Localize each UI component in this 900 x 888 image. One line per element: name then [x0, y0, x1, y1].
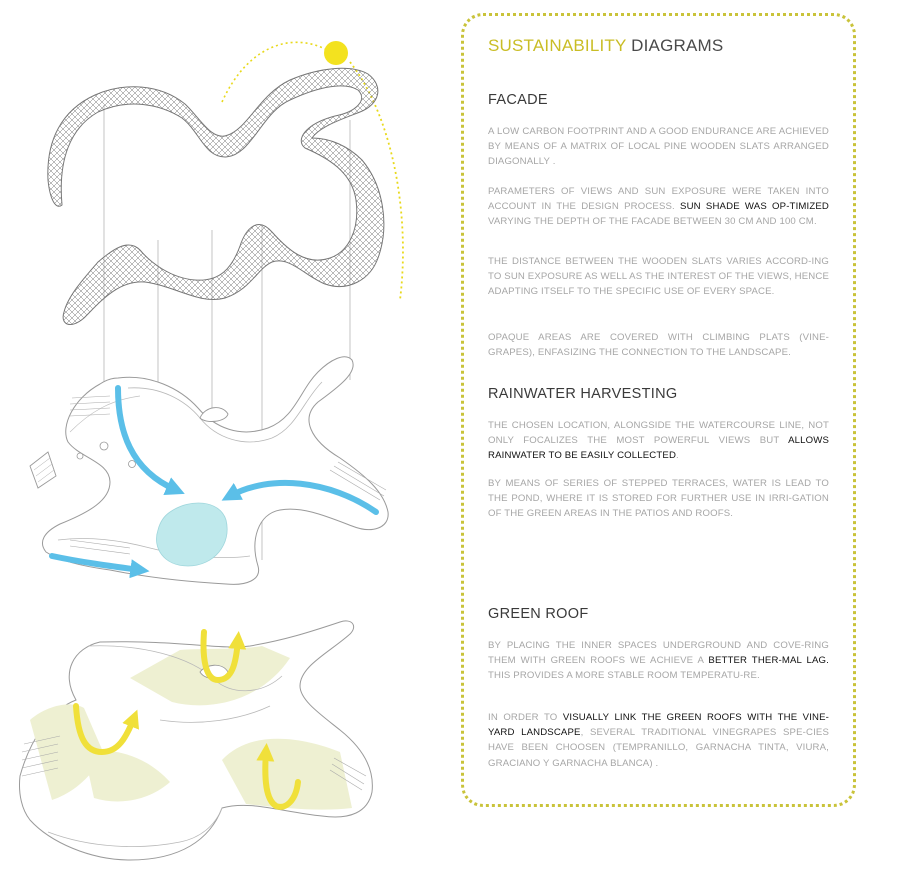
rainwater-p1-text-a: THE CHOSEN LOCATION, ALONGSIDE THE WATERCOURSE LINE, NOT ONLY FOCALIZES THE MOST POWERFUL VIEWS BUT [488, 420, 829, 447]
facade-paragraph-2 [488, 184, 829, 230]
rainwater-p1-highlight: ALLOWS RAINWATER TO BE EASILY COLLECTED [488, 435, 829, 462]
green-roof-p1-highlight: BETTER THER-MAL LAG. [708, 655, 829, 667]
facade-heading: FACADE [488, 92, 548, 108]
green-roof-paragraph-2 [488, 710, 829, 771]
green-roof-paragraph-1 [488, 638, 829, 684]
facade-p2-text-a: PARAMETERS OF VIEWS AND SUN EXPOSURE WERE TAKEN INTO ACCOUNT IN THE DESIGN PROCESS. [488, 186, 829, 213]
facade-paragraph-1: A LOW CARBON FOOTPRINT AND A GOOD ENDURANCE ARE ACHIEVED BY MEANS OF A MATRIX OF LOCAL PINE WOODEN SLATS ARRANGED DIAGONALLY . [488, 126, 829, 168]
green-roof-heading: GREEN ROOF [488, 606, 589, 622]
facade-p2-highlight: SUN SHADE WAS OP-TIMIZED [680, 201, 829, 213]
green-roof-p1-text-a: BY PLACING THE INNER SPACES UNDERGROUND AND COVE-RING THEM WITH GREEN ROOFS WE ACHIEVE A [488, 640, 829, 667]
facade-paragraph-3: THE DISTANCE BETWEEN THE WOODEN SLATS VARIES ACCORD-ING TO SUN EXPOSURE AS WELL AS THE INTEREST OF THE VIEWS, HENCE ADAPTING ITSELF TO THE SPECIFIC USE OF EVERY SPACE. [488, 256, 829, 298]
title-accent: SUSTAINABILITY [488, 36, 627, 55]
green-roof-p2-text-a: IN ORDER TO [488, 712, 563, 723]
rainwater-heading: RAINWATER HARVESTING [488, 386, 678, 402]
rainwater-paragraph-1 [488, 418, 829, 464]
green-roof-p2-highlight: VISUALLY LINK THE GREEN ROOFS WITH THE VINE-YARD LANDSCAPE [488, 712, 830, 739]
sun-icon [324, 41, 348, 65]
page-title [488, 36, 723, 56]
rainwater-paragraph-2: BY MEANS OF SERIES OF STEPPED TERRACES, WATER IS LEAD TO THE POND, WHERE IT IS STORED FOR FURTHER USE IN IRRI-GATION OF THE GREEN AREAS IN THE PATIOS AND ROOFS. [488, 478, 829, 520]
facade-lattice [48, 68, 384, 324]
rainwater-p1-text-b: . [676, 450, 679, 462]
facade-p2-text-b: VARYING THE DEPTH OF THE FACADE BETWEEN 30 CM AND 100 CM. [488, 216, 817, 228]
green-roof-p1-text-b: THIS PROVIDES A MORE STABLE ROOM TEMPERATU-RE. [488, 670, 760, 682]
title-rest: DIAGRAMS [626, 36, 724, 55]
rainwater-level [30, 357, 388, 585]
facade-paragraph-4: OPAQUE AREAS ARE COVERED WITH CLIMBING PLATS (VINE-GRAPES), ENFASIZING THE CONNECTION TO THE LANDSCAPE. [488, 332, 829, 359]
green-roof-p2-text-b: , SEVERAL TRADITIONAL VINEGRAPES SPE-CIES HAVE BEEN CHOOSEN (TEMPRANILLO, GARNACHA TINTA, VIURA, GRACIANO Y GARNACHA BLANCA) . [488, 727, 829, 769]
green-roof-level [19, 621, 372, 860]
